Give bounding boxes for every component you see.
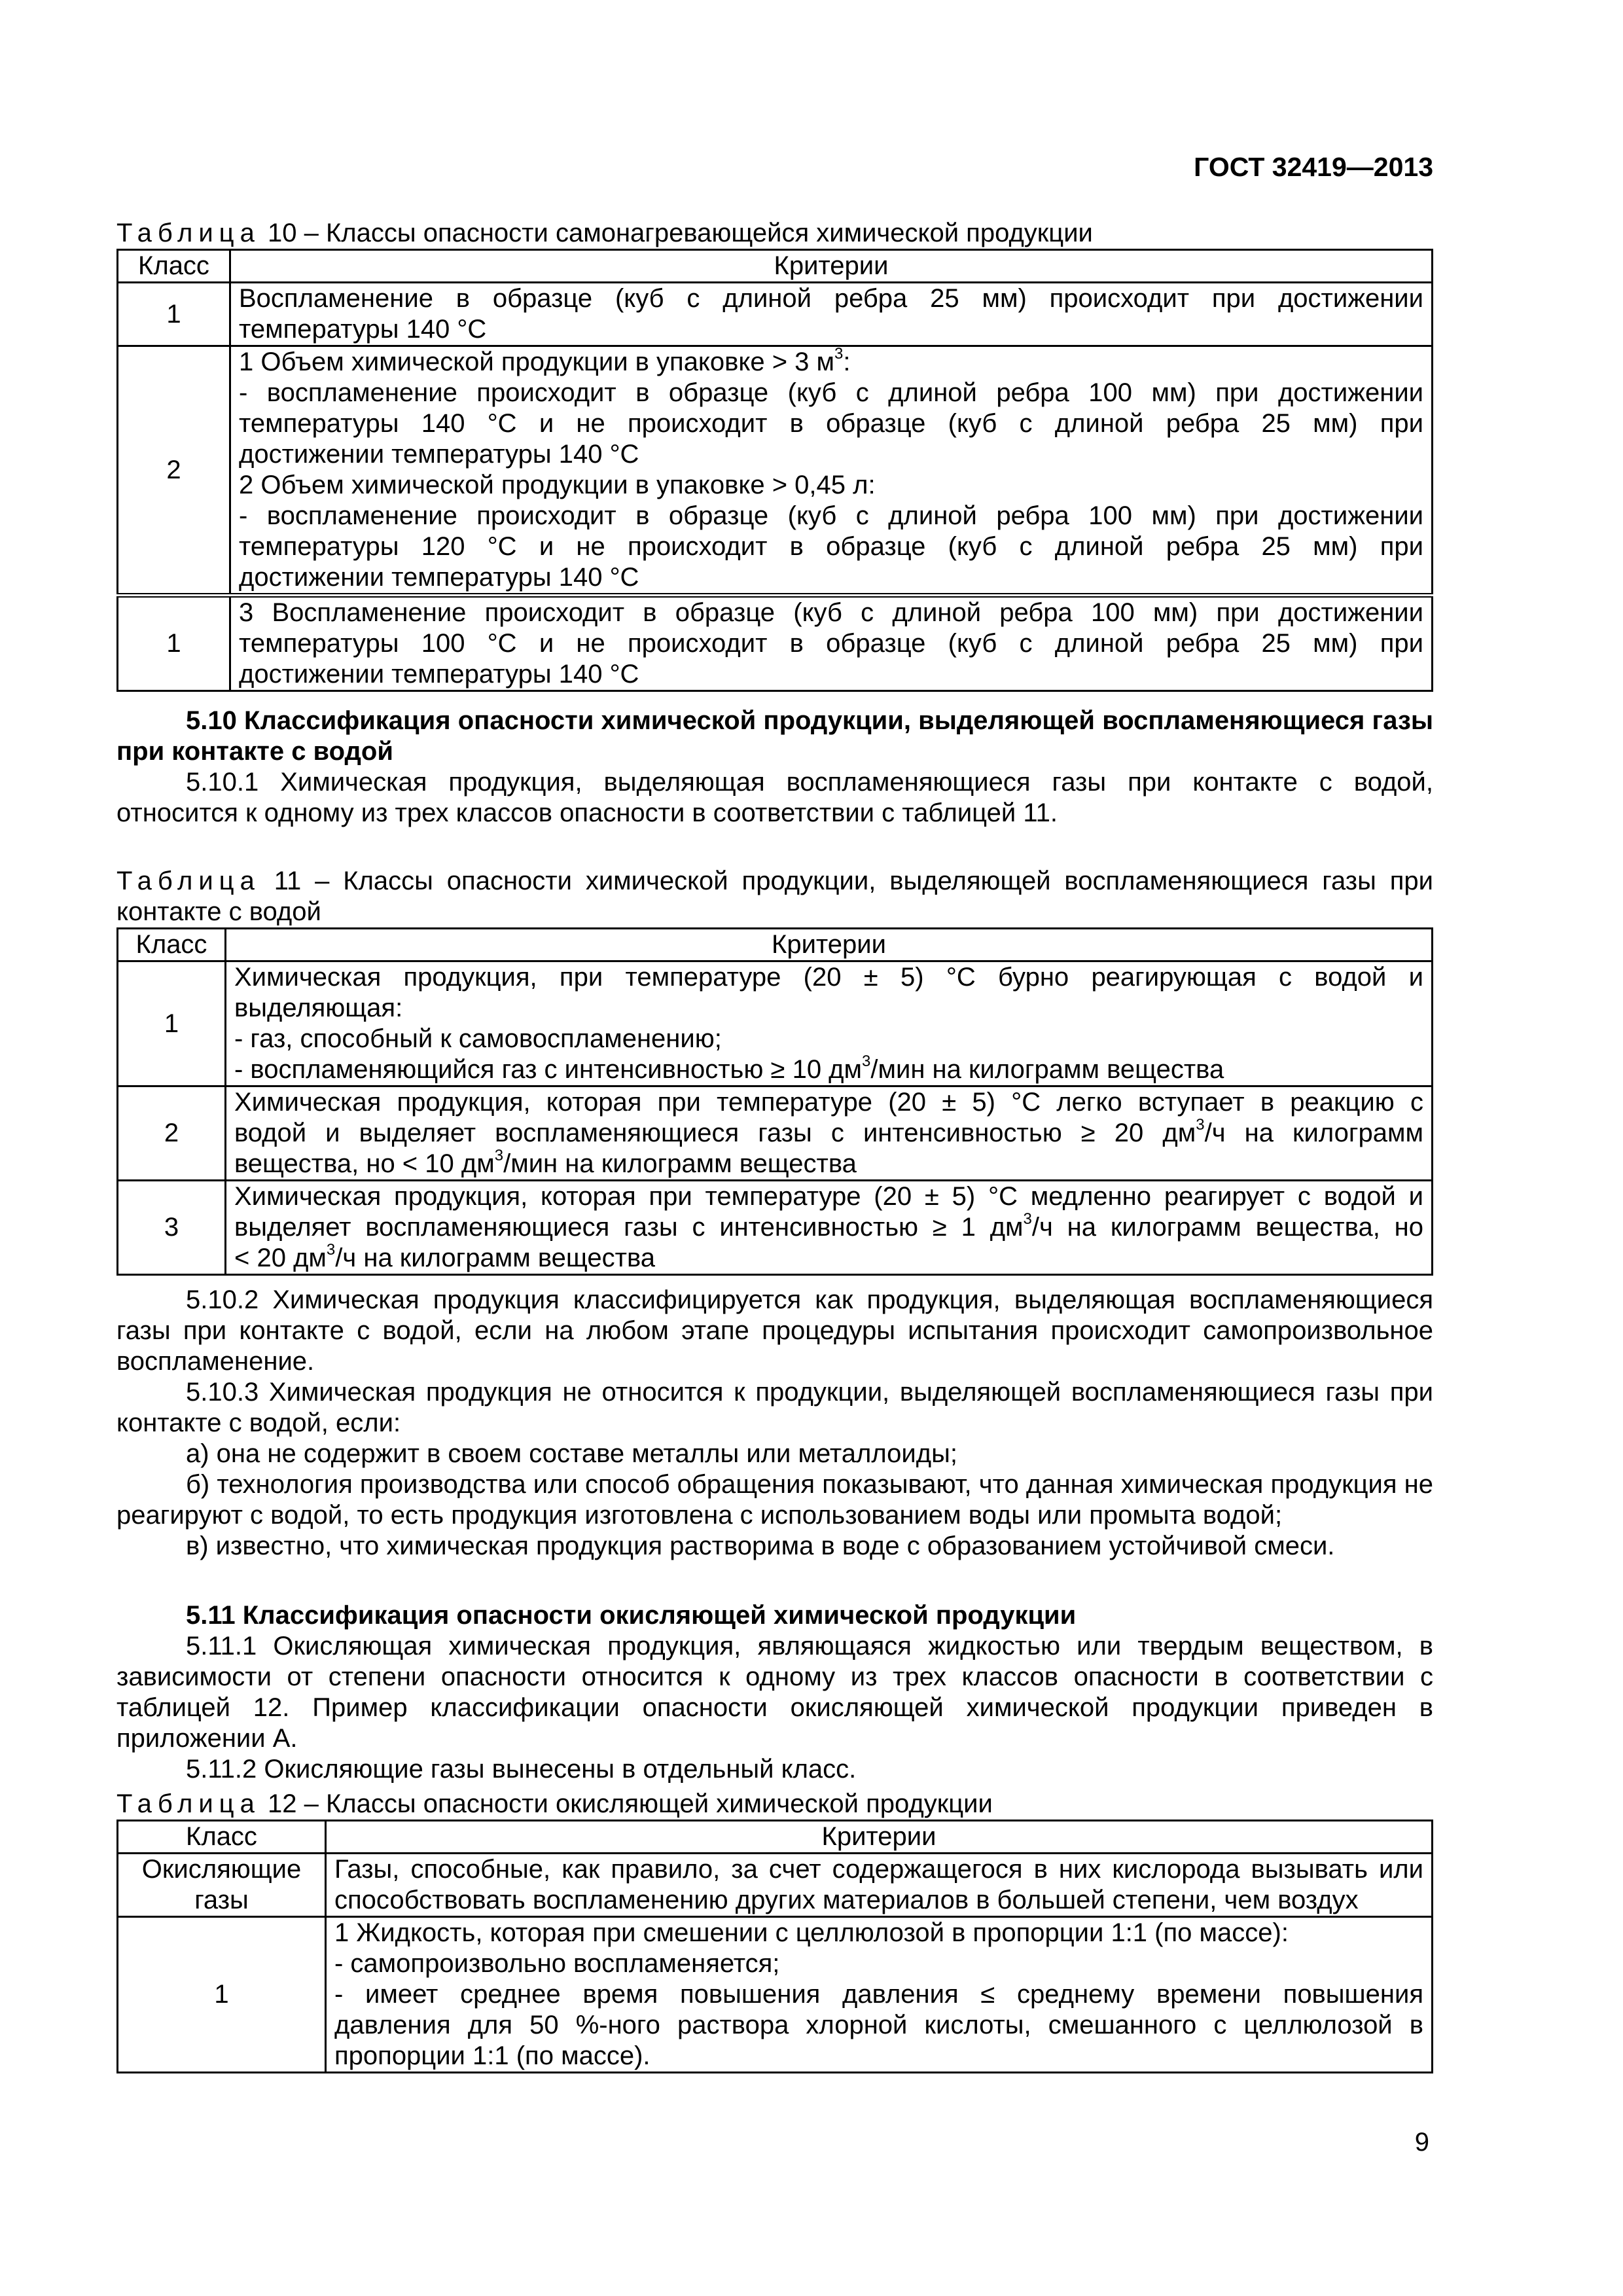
criteria-line: температуры 120 °С и не происходит в образце (куб с длиной ребра 25 мм) при — [239, 532, 1423, 561]
list-item: а) она не содержит в своем составе металлы или металлоиды; — [186, 1439, 957, 1468]
criteria-line: температуры 140 °С и не происходит в образце (куб с длиной ребра 25 мм) при — [239, 409, 1423, 438]
criteria-line: - воспламенение происходит в образце (куб с длиной ребра 100 мм) при достижении — [239, 501, 1423, 530]
header-criteria: Критерии — [226, 929, 1433, 961]
criteria-line: - воспламенение происходит в образце (куб с длиной ребра 100 мм) при достижении — [239, 378, 1423, 407]
criteria-line: - самопроизвольно воспламеняется; — [334, 1949, 780, 1978]
criteria-line: 1 Жидкость, которая при смешении с целлюлозой в пропорции 1:1 (по массе): — [334, 1918, 1289, 1947]
list-item: в) известно, что химическая продукция растворима в воде с образованием устойчивой смеси. — [186, 1532, 1335, 1560]
table-row — [118, 596, 1433, 691]
criteria-text: < 20 дм — [234, 1244, 327, 1272]
criteria-line — [234, 1243, 1423, 1274]
paragraph: 5.11.2 Окисляющие газы вынесены в отдельный класс. — [186, 1755, 857, 1784]
criteria-line: Химическая продукция, которая при температуре (20 ± 5) °С легко вступает в реакцию с — [234, 1088, 1423, 1117]
table-row — [118, 1086, 1433, 1181]
criteria-text: выделяет воспламеняющиеся газы с интенсивностью ≥ 1 дм — [234, 1213, 1024, 1242]
criteria-line — [234, 1212, 1423, 1243]
table-row — [118, 961, 1433, 1086]
class-cell: 1 — [118, 1917, 326, 2073]
criteria-cell — [230, 346, 1433, 596]
table11-caption-number: 11 — [274, 867, 302, 895]
criteria-cell — [230, 283, 1433, 346]
table-row — [118, 1917, 1433, 2073]
class-cell: Окисляющие газы — [118, 1854, 326, 1917]
criteria-line — [234, 1118, 1423, 1149]
table12-caption — [116, 1789, 1433, 1820]
criteria-text: /ч на килограмм вещества — [335, 1244, 655, 1272]
table-row — [118, 346, 1433, 596]
criteria-cell — [226, 1181, 1433, 1275]
header-criteria: Критерии — [326, 1821, 1433, 1854]
class-cell: 1 — [118, 961, 226, 1086]
criteria-line: Химическая продукция, при температуре (20 ± 5) °С бурно реагирующая с водой и — [234, 963, 1423, 992]
section-5-10 — [116, 706, 1433, 829]
table10 — [116, 249, 1433, 692]
table10-block — [116, 218, 1433, 692]
table11 — [116, 927, 1433, 1276]
criteria-text: водой и выделяет воспламеняющиеся газы с интенсивностью ≥ 20 дм — [234, 1119, 1196, 1147]
list-item: б) технология производства или способ обращения показывают, что данная химическая продукция не реагируют с водой, то есть продукция изготовлена с использованием воды или промыта водой; — [116, 1470, 1433, 1530]
table11-caption-text: – Классы опасности химической продукции, выделяющей воспламеняющиеся газы при контакте с водой — [116, 867, 1433, 926]
criteria-cell: Газы, способные, как правило, за счет содержащегося в них кислорода вызывать или способствовать воспламенению других материалов в большей степени, чем воздух — [326, 1854, 1433, 1917]
paragraph: 5.10.3 Химическая продукция не относится к продукции, выделяющей воспламеняющиеся газы при контакте с водой, если: — [116, 1378, 1433, 1437]
criteria-line: 3 Воспламенение происходит в образце (куб с длиной ребра 100 мм) при достижении — [239, 598, 1423, 627]
criteria-text: /мин на килограмм вещества — [503, 1149, 857, 1178]
criteria-line: достижении температуры 140 °С — [239, 563, 639, 592]
table-row — [118, 1181, 1433, 1275]
criteria-line: - газ, способный к самовоспламенению; — [234, 1024, 722, 1053]
table-header-row — [118, 250, 1433, 283]
criteria-text: /мин на килограмм вещества — [870, 1055, 1224, 1084]
table-row — [118, 1854, 1433, 1917]
table11-caption-word: Таблица — [116, 867, 260, 895]
criteria-text: вещества, но < 10 дм — [234, 1149, 495, 1178]
criteria-line: давления для 50 %-ного раствора хлорной кислоты, смешанного с целлюлозой в — [334, 2011, 1423, 2039]
table11-block — [116, 866, 1433, 1276]
class-cell: 2 — [118, 346, 230, 596]
criteria-cell — [226, 961, 1433, 1086]
criteria-cell — [226, 1086, 1433, 1181]
paragraph: 5.11.1 Окисляющая химическая продукция, являющаяся жидкостью или твердым веществом, в зависимости от степени опасности относится к одному из трех классов опасности в соответствии с таблицей 12. Пример классификации опасности окисляющей химической продукции приведен в приложении А. — [116, 1632, 1433, 1753]
criteria-line: температуры 100 °С и не происходит в образце (куб с длиной ребра 25 мм) при — [239, 629, 1423, 658]
criteria-line — [234, 1149, 1423, 1179]
section-5-10-continued — [116, 1285, 1433, 1562]
superscript: 3 — [862, 1052, 871, 1070]
table12-block — [116, 1789, 1433, 2073]
table-header-row — [118, 1821, 1433, 1854]
paragraph: 5.10.1 Химическая продукция, выделяющая воспламеняющиеся газы при контакте с водой, относится к одному из трех классов опасности в соответствии с таблицей 11. — [116, 768, 1433, 827]
criteria-text: : — [843, 348, 851, 376]
criteria-line: Химическая продукция, которая при температуре (20 ± 5) °С медленно реагирует с водой и — [234, 1182, 1423, 1211]
table11-caption — [116, 866, 1433, 927]
section-heading: 5.11 Классификация опасности окисляющей химической продукции — [186, 1601, 1077, 1630]
table10-caption — [116, 218, 1433, 249]
criteria-text: 1 Объем химической продукции в упаковке > 3 м — [239, 348, 835, 376]
section-heading: 5.10 Классификация опасности химической продукции, выделяющей воспламеняющиеся газы при контакте с водой — [116, 706, 1433, 766]
superscript: 3 — [326, 1241, 336, 1259]
class-cell: 3 — [118, 1181, 226, 1275]
standard-code: ГОСТ 32419—2013 — [1194, 152, 1433, 182]
superscript: 3 — [1023, 1210, 1032, 1228]
criteria-line: достижении температуры 140 °С — [239, 660, 639, 689]
paragraph: 5.10.2 Химическая продукция классифицируется как продукция, выделяющая воспламеняющиеся газы при контакте с водой, если на любом этапе процедуры испытания происходит самопроизвольное воспламенение. — [116, 1285, 1433, 1376]
criteria-line: пропорции 1:1 (по массе). — [334, 2041, 651, 2070]
table12-caption-text: – Классы опасности окисляющей химической продукции — [296, 1789, 993, 1818]
table12-caption-word: Таблица — [116, 1789, 260, 1818]
table12-caption-number: 12 — [267, 1789, 297, 1818]
criteria-text: /ч на килограмм вещества, но — [1031, 1213, 1423, 1242]
criteria-line: 2 Объем химической продукции в упаковке > 0,45 л: — [239, 471, 876, 499]
table12 — [116, 1820, 1433, 2073]
class-cell: 1 — [118, 596, 230, 691]
header-class: Класс — [118, 1821, 326, 1854]
table10-caption-number: 10 — [267, 219, 297, 247]
criteria-line: выделяющая: — [234, 994, 403, 1022]
table-row — [118, 283, 1433, 346]
table10-caption-word: Таблица — [116, 219, 260, 247]
section-5-11 — [116, 1600, 1433, 1785]
header-class: Класс — [118, 250, 230, 283]
criteria-line — [239, 347, 1423, 378]
header-class: Класс — [118, 929, 226, 961]
criteria-line: достижении температуры 140 °С — [239, 440, 639, 469]
criteria-line: - имеет среднее время повышения давления ≤ среднему времени повышения — [334, 1980, 1423, 2009]
criteria-cell — [326, 1917, 1433, 2073]
superscript: 3 — [1196, 1116, 1205, 1134]
class-cell: 2 — [118, 1086, 226, 1181]
superscript: 3 — [834, 345, 844, 363]
superscript: 3 — [494, 1147, 504, 1164]
page-number: 9 — [1414, 2128, 1429, 2157]
class-cell: 1 — [118, 283, 230, 346]
criteria-text: - воспламеняющийся газ с интенсивностью ≥ 10 дм — [234, 1055, 863, 1084]
criteria-cell — [230, 596, 1433, 691]
table10-caption-text: – Классы опасности самонагревающейся химической продукции — [296, 219, 1093, 247]
criteria-line: Воспламенение в образце (куб с длиной ребра 25 мм) происходит при достижении — [239, 284, 1423, 313]
criteria-line — [234, 1054, 1423, 1085]
table-header-row — [118, 929, 1433, 961]
criteria-line: температуры 140 °С — [239, 315, 487, 344]
criteria-text: /ч на килограмм — [1204, 1119, 1423, 1147]
header-criteria: Критерии — [230, 250, 1433, 283]
